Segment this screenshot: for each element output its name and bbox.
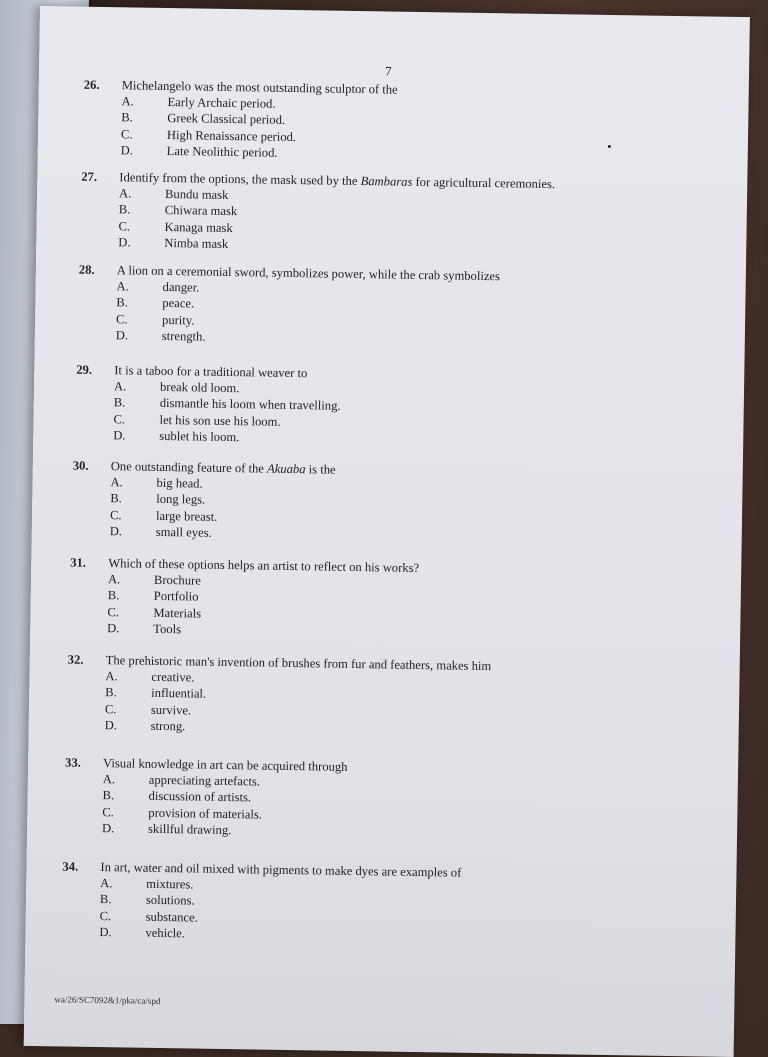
question-number: 27. bbox=[81, 169, 97, 186]
options-list bbox=[113, 378, 114, 444]
page-number: 7 bbox=[385, 63, 392, 79]
option-letter: A. bbox=[103, 771, 116, 788]
question-number: 34. bbox=[62, 858, 78, 875]
question-number: 28. bbox=[79, 262, 95, 279]
option-text: strong. bbox=[151, 718, 186, 735]
option-letter: A. bbox=[119, 185, 132, 202]
option-letter: A. bbox=[116, 278, 129, 295]
option-letter: A. bbox=[121, 93, 134, 110]
option-letter: B. bbox=[119, 202, 131, 219]
option-text: let his son use his loom. bbox=[159, 412, 280, 430]
options-list bbox=[105, 668, 106, 734]
question-number: 29. bbox=[76, 362, 92, 379]
option-letter: C. bbox=[121, 126, 133, 143]
question-number: 26. bbox=[84, 77, 100, 94]
option-letter: D. bbox=[107, 620, 120, 637]
option-text: skillful drawing. bbox=[148, 821, 231, 839]
options-list bbox=[118, 185, 119, 251]
option-letter: D. bbox=[121, 142, 134, 159]
question-stem: It is a taboo for a traditional weaver to bbox=[114, 362, 307, 381]
option-text: dismantle his loom when travelling. bbox=[160, 395, 341, 414]
option-text: provision of materials. bbox=[148, 805, 262, 823]
option-letter: D. bbox=[105, 717, 118, 734]
option-letter: B. bbox=[108, 588, 120, 605]
option-text: vehicle. bbox=[145, 925, 185, 942]
option-letter: D. bbox=[118, 234, 131, 251]
option-letter: C. bbox=[107, 604, 119, 621]
ink-speck bbox=[608, 145, 611, 148]
option-text: substance. bbox=[146, 909, 198, 926]
option-text: Brochure bbox=[154, 572, 201, 589]
option-text: Tools bbox=[153, 621, 181, 638]
option-letter: A. bbox=[114, 378, 127, 395]
question-stem: Visual knowledge in art can be acquired through bbox=[103, 755, 348, 775]
option-letter: C. bbox=[100, 908, 112, 925]
option-letter: C. bbox=[105, 701, 117, 718]
option-letter: C. bbox=[113, 411, 125, 428]
question-stem: A lion on a ceremonial sword, symbolizes power, while the crab symbolizes bbox=[117, 262, 500, 284]
option-letter: D. bbox=[113, 427, 126, 444]
option-text: sublet his loom. bbox=[159, 428, 239, 446]
option-text: High Renaissance period. bbox=[167, 127, 296, 145]
option-text: long legs. bbox=[156, 491, 205, 508]
stem-italic-term: Akuaba bbox=[267, 462, 306, 477]
option-text: danger. bbox=[162, 279, 199, 296]
option-letter: B. bbox=[105, 685, 117, 702]
footer-code: wa/26/SC7092&1/pka/ca/spd bbox=[54, 994, 160, 1006]
option-text: Materials bbox=[153, 605, 201, 622]
option-text: small eyes. bbox=[156, 524, 212, 541]
option-text: Late Neolithic period. bbox=[167, 143, 278, 161]
option-letter: D. bbox=[102, 820, 115, 837]
question-stem bbox=[111, 458, 336, 478]
question-stem: Michelangelo was the most outstanding sculptor of the bbox=[122, 77, 398, 98]
option-text: Kanaga mask bbox=[164, 219, 232, 236]
option-text: Early Archaic period. bbox=[167, 94, 275, 112]
option-text: Chiwara mask bbox=[165, 202, 238, 220]
option-text: strength. bbox=[162, 328, 206, 345]
option-letter: C. bbox=[118, 218, 130, 235]
question-stem: Which of these options helps an artist to reflect on his works? bbox=[108, 555, 419, 576]
stem-text: for agricultural ceremonies. bbox=[412, 175, 555, 191]
question-number: 30. bbox=[73, 458, 89, 475]
options-list bbox=[107, 571, 108, 637]
option-letter: B. bbox=[102, 787, 114, 804]
option-letter: B. bbox=[110, 491, 122, 508]
option-text: purity. bbox=[162, 312, 195, 329]
question-number: 32. bbox=[68, 652, 84, 669]
options-list bbox=[110, 474, 111, 540]
option-text: solutions. bbox=[146, 892, 195, 909]
options-list bbox=[116, 278, 117, 344]
stem-italic-term: Bambaras bbox=[361, 174, 413, 189]
option-text: discussion of artists. bbox=[148, 788, 251, 806]
option-text: creative. bbox=[151, 669, 194, 686]
option-text: mixtures. bbox=[146, 876, 193, 893]
option-text: peace. bbox=[162, 295, 194, 312]
option-text: Nimba mask bbox=[164, 235, 228, 252]
option-letter: D. bbox=[110, 523, 123, 540]
option-text: Greek Classical period. bbox=[167, 110, 285, 128]
option-letter: D. bbox=[116, 327, 129, 344]
option-letter: B. bbox=[114, 395, 126, 412]
question-number: 31. bbox=[70, 555, 86, 572]
option-letter: B. bbox=[121, 110, 133, 127]
option-letter: C. bbox=[102, 804, 114, 821]
option-text: Bundu mask bbox=[165, 186, 229, 203]
option-letter: D. bbox=[99, 924, 112, 941]
option-letter: A. bbox=[108, 571, 121, 588]
option-text: Portfolio bbox=[154, 588, 199, 605]
option-letter: A. bbox=[110, 474, 123, 491]
option-text: influential. bbox=[151, 685, 206, 702]
option-text: appreciating artefacts. bbox=[149, 772, 260, 790]
option-letter: A. bbox=[100, 875, 113, 892]
question-number: 33. bbox=[65, 754, 81, 771]
option-text: big head. bbox=[156, 475, 202, 492]
question-stem: In art, water and oil mixed with pigments to make dyes are examples of bbox=[100, 859, 461, 881]
exam-page bbox=[24, 6, 750, 1057]
options-list bbox=[121, 93, 122, 159]
option-text: break old loom. bbox=[160, 379, 240, 397]
option-letter: B. bbox=[116, 295, 128, 312]
option-letter: C. bbox=[116, 311, 128, 328]
options-list bbox=[102, 771, 103, 837]
stem-text: Identify from the options, the mask used by the bbox=[119, 170, 361, 188]
stem-text: One outstanding feature of the bbox=[111, 459, 268, 475]
option-text: large breast. bbox=[156, 508, 218, 525]
question-stem: The prehistoric man's invention of brushes from fur and feathers, makes him bbox=[106, 652, 492, 674]
stem-text: is the bbox=[305, 462, 335, 476]
option-letter: B. bbox=[100, 891, 112, 908]
options-list bbox=[99, 875, 100, 941]
option-text: survive. bbox=[151, 702, 191, 719]
option-letter: A. bbox=[105, 668, 118, 685]
option-letter: C. bbox=[110, 507, 122, 524]
